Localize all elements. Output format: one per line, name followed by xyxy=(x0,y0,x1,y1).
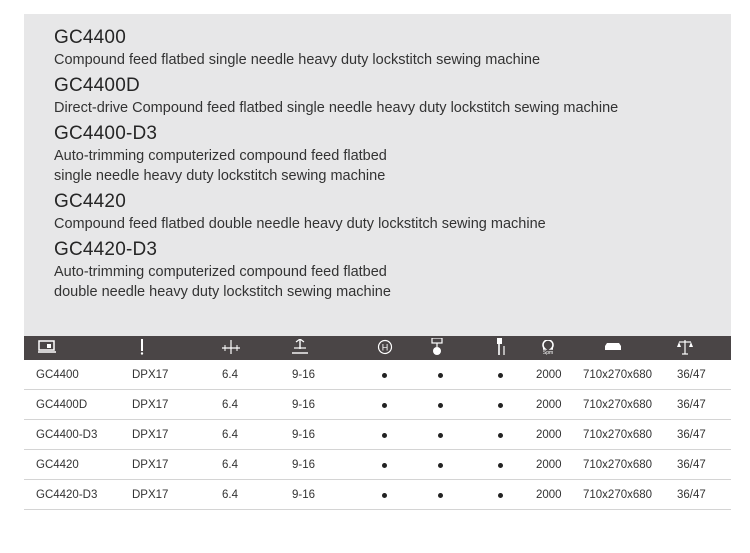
table-row xyxy=(24,450,731,480)
model-name: GC4420-D3 xyxy=(54,239,158,260)
model-entry xyxy=(54,74,618,118)
table-header-cell xyxy=(577,336,669,360)
hook-cell xyxy=(366,450,428,480)
presser-foot-lift-cell: 9-16 xyxy=(284,480,366,510)
svg-text:H: H xyxy=(381,342,389,352)
table-header-cell xyxy=(532,336,577,360)
table-header-cell xyxy=(24,336,118,360)
bobbin-winder-cell xyxy=(486,360,532,390)
table-header-cell xyxy=(118,336,216,360)
table-header-cell xyxy=(366,336,428,360)
model-cell: GC4420 xyxy=(24,450,118,480)
table-header-cell xyxy=(428,336,486,360)
table-row xyxy=(24,360,731,390)
weight-cell: 36/47 xyxy=(669,420,731,450)
table-header-cell xyxy=(284,336,366,360)
needle-system-cell: DPX17 xyxy=(118,480,216,510)
speed-icon xyxy=(541,340,555,356)
hook-cell xyxy=(366,420,428,450)
needle-system-cell: DPX17 xyxy=(118,450,216,480)
speed-cell: 2000 xyxy=(532,420,577,450)
table-header-cell xyxy=(486,336,532,360)
model-name: GC4400D xyxy=(54,75,140,96)
model-cell: GC4400 xyxy=(24,360,118,390)
machine-model-icon xyxy=(38,340,56,353)
feature-dot xyxy=(382,463,387,468)
model-description: Direct-drive Compound feed flatbed single needle heavy duty lockstitch sewing machine xyxy=(54,100,619,116)
feature-dot xyxy=(382,373,387,378)
lubrication-cell xyxy=(428,450,486,480)
model-cell: GC4420-D3 xyxy=(24,480,118,510)
hook-cell xyxy=(366,480,428,510)
speed-cell: 2000 xyxy=(532,360,577,390)
feature-dot xyxy=(438,373,443,378)
stitch-length-icon xyxy=(222,340,240,354)
stitch-length-cell: 6.4 xyxy=(216,360,284,390)
stitch-length-cell: 6.4 xyxy=(216,480,284,510)
bobbin-winder-cell xyxy=(486,480,532,510)
model-cell: GC4400D xyxy=(24,390,118,420)
model-description: Auto-trimming computerized compound feed flatbed single needle heavy duty lockstitch sewing machine xyxy=(54,148,387,184)
speed-unit-label: Spm xyxy=(542,349,554,356)
feature-dot xyxy=(382,433,387,438)
stitch-length-cell: 6.4 xyxy=(216,450,284,480)
table-size-cell: 710x270x680 xyxy=(577,420,669,450)
needle-system-icon xyxy=(140,339,144,355)
model-description: Auto-trimming computerized compound feed flatbed double needle heavy duty lockstitch sewing machine xyxy=(54,264,391,300)
feature-dot xyxy=(382,493,387,498)
speed-cell: 2000 xyxy=(532,390,577,420)
weight-cell: 36/47 xyxy=(669,450,731,480)
table-size-cell: 710x270x680 xyxy=(577,360,669,390)
stitch-length-cell: 6.4 xyxy=(216,420,284,450)
feature-dot xyxy=(438,493,443,498)
model-cell: GC4400-D3 xyxy=(24,420,118,450)
table-row xyxy=(24,420,731,450)
model-list xyxy=(54,26,618,306)
lubrication-cell xyxy=(428,360,486,390)
lubrication-icon xyxy=(430,338,444,356)
stitch-length-cell: 6.4 xyxy=(216,390,284,420)
table-size-cell: 710x270x680 xyxy=(577,450,669,480)
model-description-panel xyxy=(24,14,731,336)
model-entry xyxy=(54,122,618,186)
bobbin-winder-cell xyxy=(486,450,532,480)
model-name: GC4400 xyxy=(54,27,126,48)
hook-cell xyxy=(366,360,428,390)
presser-foot-lift-icon xyxy=(292,339,308,355)
feature-dot xyxy=(498,493,503,498)
bobbin-winder-cell xyxy=(486,390,532,420)
feature-dot xyxy=(438,463,443,468)
table-size-cell: 710x270x680 xyxy=(577,480,669,510)
bobbin-winder-cell xyxy=(486,420,532,450)
model-entry xyxy=(54,238,618,302)
model-name: GC4400-D3 xyxy=(54,123,158,144)
hook-icon xyxy=(377,339,393,355)
feature-dot xyxy=(498,373,503,378)
feature-dot xyxy=(438,433,443,438)
table-size-cell: 710x270x680 xyxy=(577,390,669,420)
feature-dot xyxy=(438,403,443,408)
table-header-cell xyxy=(216,336,284,360)
lubrication-cell xyxy=(428,390,486,420)
model-description: Compound feed flatbed double needle heavy duty lockstitch sewing machine xyxy=(54,216,546,232)
presser-foot-lift-cell: 9-16 xyxy=(284,360,366,390)
model-name: GC4420 xyxy=(54,191,126,212)
table-row xyxy=(24,480,731,510)
hook-cell xyxy=(366,390,428,420)
presser-foot-lift-cell: 9-16 xyxy=(284,420,366,450)
weight-cell: 36/47 xyxy=(669,360,731,390)
needle-system-cell: DPX17 xyxy=(118,390,216,420)
model-entry xyxy=(54,26,618,70)
speed-cell: 2000 xyxy=(532,450,577,480)
weight-icon xyxy=(677,339,693,355)
feature-dot xyxy=(498,433,503,438)
feature-dot xyxy=(498,463,503,468)
table-header-cell xyxy=(669,336,731,360)
lubrication-cell xyxy=(428,480,486,510)
table-size-icon xyxy=(605,342,621,351)
weight-cell: 36/47 xyxy=(669,390,731,420)
feature-dot xyxy=(498,403,503,408)
feature-dot xyxy=(382,403,387,408)
table-header-row xyxy=(24,336,731,360)
needle-system-cell: DPX17 xyxy=(118,420,216,450)
table-row xyxy=(24,390,731,420)
model-description: Compound feed flatbed single needle heavy duty lockstitch sewing machine xyxy=(54,52,541,68)
presser-foot-lift-cell: 9-16 xyxy=(284,390,366,420)
speed-cell: 2000 xyxy=(532,480,577,510)
model-entry xyxy=(54,190,618,234)
specification-table xyxy=(24,336,731,510)
weight-cell: 36/47 xyxy=(669,480,731,510)
bobbin-winder-icon xyxy=(496,338,506,355)
presser-foot-lift-cell: 9-16 xyxy=(284,450,366,480)
needle-system-cell: DPX17 xyxy=(118,360,216,390)
lubrication-cell xyxy=(428,420,486,450)
